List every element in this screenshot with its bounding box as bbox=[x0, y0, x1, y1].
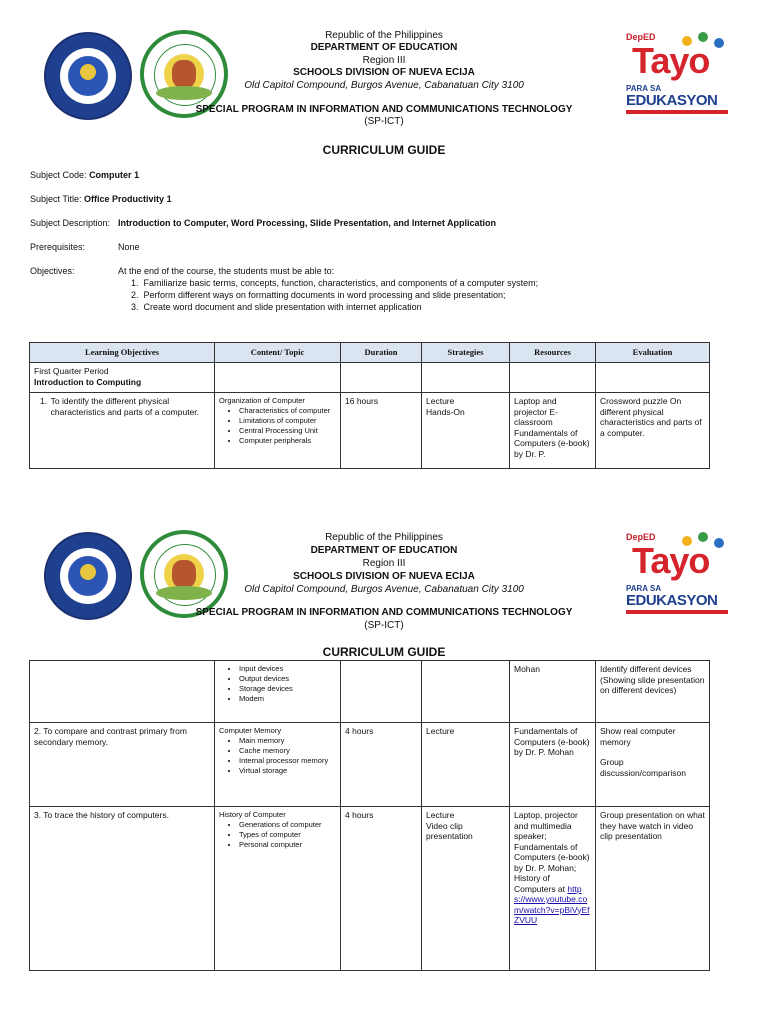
resources-1: Laptop and projector E-classroom Fundamentals of Computers (e-book) by Dr. P. bbox=[510, 393, 596, 469]
program-abbr: (SP-ICT) bbox=[364, 620, 404, 631]
program-abbr: (SP-ICT) bbox=[364, 116, 404, 127]
table-row bbox=[30, 661, 710, 723]
table-row: 3. To trace the history of computers. History of Computer • Generations of computer • Types of computer • Personal computer 4 hours Lecture Video clip presentation Laptop, projector and multimedia speaker; Fundamentals of Computers (e-book) by Dr. P. Mohan; History of Computers at https://www.youtube.com/watch?v=pBiVyEfZVUU Group presentation on what they have watch in video clip presentation bbox=[30, 807, 710, 971]
objective-item-2: 2. Perform different ways on formatting documents in word processing and slide presentation; bbox=[131, 290, 506, 300]
duration-3: 4 hours bbox=[341, 807, 422, 971]
objectives-label: Objectives: bbox=[30, 266, 75, 276]
duration-1: 16 hours bbox=[341, 393, 422, 469]
evaluation-2a: Show real computer memory bbox=[600, 726, 676, 747]
department-line: DEPARTMENT OF EDUCATION bbox=[310, 42, 458, 53]
content-1-title: Organization of Computer bbox=[219, 396, 305, 405]
col-header-evaluation: Evaluation bbox=[596, 343, 710, 363]
department-line: DEPARTMENT OF EDUCATION bbox=[310, 545, 458, 556]
period-label: First Quarter Period bbox=[34, 366, 109, 376]
objective-2: 2. To compare and contrast primary from secondary memory. bbox=[30, 723, 215, 807]
region-line: Region III bbox=[362, 558, 406, 569]
content-3-title: History of Computer bbox=[219, 810, 286, 819]
col-header-content-topic: Content/ Topic bbox=[215, 343, 341, 363]
content-2-title: Computer Memory bbox=[219, 726, 282, 735]
table-row: 1. To identify the different physical characteristics and parts of a computer. Organization of Computer • Characteristics of computer • Limitations of computer • Central Processing Unit • Computer peripherals 16 hours Lecture Hands-On Laptop and projector E-classroom Fundamentals of Computers (e-book) by Dr. P. Crossword puzzle On different physical characteristics and parts of a computer. bbox=[30, 393, 710, 469]
resources-3: Laptop, projector and multimedia speaker; Fundamentals of Computers (e-book) by Dr. P. Mohan; History of Computers at bbox=[514, 810, 590, 894]
program-line: SPECIAL PROGRAM IN INFORMATION AND COMMUNICATIONS TECHNOLOGY bbox=[195, 607, 573, 618]
curriculum-table-page2 bbox=[29, 660, 710, 971]
division-line: SCHOOLS DIVISION OF NUEVA ECIJA bbox=[293, 67, 475, 78]
subject-description-value: Introduction to Computer, Word Processing, Slide Presentation, and Internet Application bbox=[118, 218, 497, 228]
objective-3: 3. To trace the history of computers. bbox=[30, 807, 215, 971]
col-header-strategies: Strategies bbox=[422, 343, 510, 363]
prerequisites-value: None bbox=[118, 242, 140, 252]
col-header-learning-objectives: Learning Objectives bbox=[30, 343, 215, 363]
program-line: SPECIAL PROGRAM IN INFORMATION AND COMMUNICATIONS TECHNOLOGY bbox=[195, 104, 573, 115]
evaluation-3: Group presentation on what they have watch in video clip presentation bbox=[596, 807, 710, 971]
deped-tayo-logo: DepED Tayo PARA SA EDUKASYON bbox=[626, 532, 728, 616]
subject-title: Subject Title: Office Productivity 1 bbox=[30, 194, 172, 204]
republic-line: Republic of the Philippines bbox=[325, 532, 443, 543]
objectives-intro: At the end of the course, the students must be able to: bbox=[118, 266, 335, 276]
resources-continued: Mohan bbox=[510, 661, 596, 723]
table-row bbox=[30, 723, 710, 807]
doc-title: CURRICULUM GUIDE bbox=[322, 645, 446, 659]
objective-item-1: 1. Familiarize basic terms, concepts, function, characteristics, and components of a computer system; bbox=[131, 278, 539, 288]
content-1-list: • Characteristics of computer • Limitations of computer • Central Processing Unit • Computer peripherals bbox=[219, 406, 336, 446]
objective-1: To identify the different physical characteristics and parts of a computer. bbox=[50, 396, 200, 417]
content-3-list: • Generations of computer • Types of computer • Personal computer bbox=[219, 820, 336, 850]
period-title: Introduction to Computing bbox=[34, 376, 142, 387]
youtube-history-link[interactable]: https://www.youtube.com/watch?v=pBiVyEfZVUU bbox=[514, 883, 590, 925]
strategy-2: Lecture bbox=[422, 723, 510, 807]
evaluation-continued: Identify different devices (Showing slide presentation on different devices) bbox=[596, 661, 710, 723]
evaluation-2b: Group discussion/comparison bbox=[600, 757, 686, 778]
region-line: Region III bbox=[362, 55, 406, 66]
col-header-resources: Resources bbox=[510, 343, 596, 363]
division-line: SCHOOLS DIVISION OF NUEVA ECIJA bbox=[293, 571, 475, 582]
objective-item-3: 3. Create word document and slide presentation with internet application bbox=[131, 302, 422, 312]
address-line: Old Capitol Compound, Burgos Avenue, Cabanatuan City 3100 bbox=[244, 584, 524, 595]
content-2-list: • Main memory • Cache memory • Internal processor memory • Virtual storage bbox=[219, 736, 336, 776]
prerequisites-label: Prerequisites: bbox=[30, 242, 86, 252]
resources-2: Fundamentals of Computers (e-book) by Dr. P. Mohan bbox=[510, 723, 596, 807]
deped-tayo-logo: DepED Tayo PARA SA EDUKASYON bbox=[626, 32, 728, 116]
table-row bbox=[30, 363, 710, 393]
doc-title: CURRICULUM GUIDE bbox=[322, 143, 446, 157]
subject-description-label: Subject Description: bbox=[30, 218, 111, 228]
duration-2: 4 hours bbox=[341, 723, 422, 807]
col-header-duration: Duration bbox=[341, 343, 422, 363]
content-continued-list: • Input devices • Output devices • Storage devices • Modem bbox=[219, 664, 336, 704]
republic-line: Republic of the Philippines bbox=[325, 30, 443, 41]
address-line: Old Capitol Compound, Burgos Avenue, Cabanatuan City 3100 bbox=[244, 80, 524, 91]
evaluation-1: Crossword puzzle On different physical characteristics and parts of a computer. bbox=[596, 393, 710, 469]
subject-code: Subject Code: Computer 1 bbox=[30, 170, 140, 180]
curriculum-table-page1 bbox=[29, 342, 710, 469]
